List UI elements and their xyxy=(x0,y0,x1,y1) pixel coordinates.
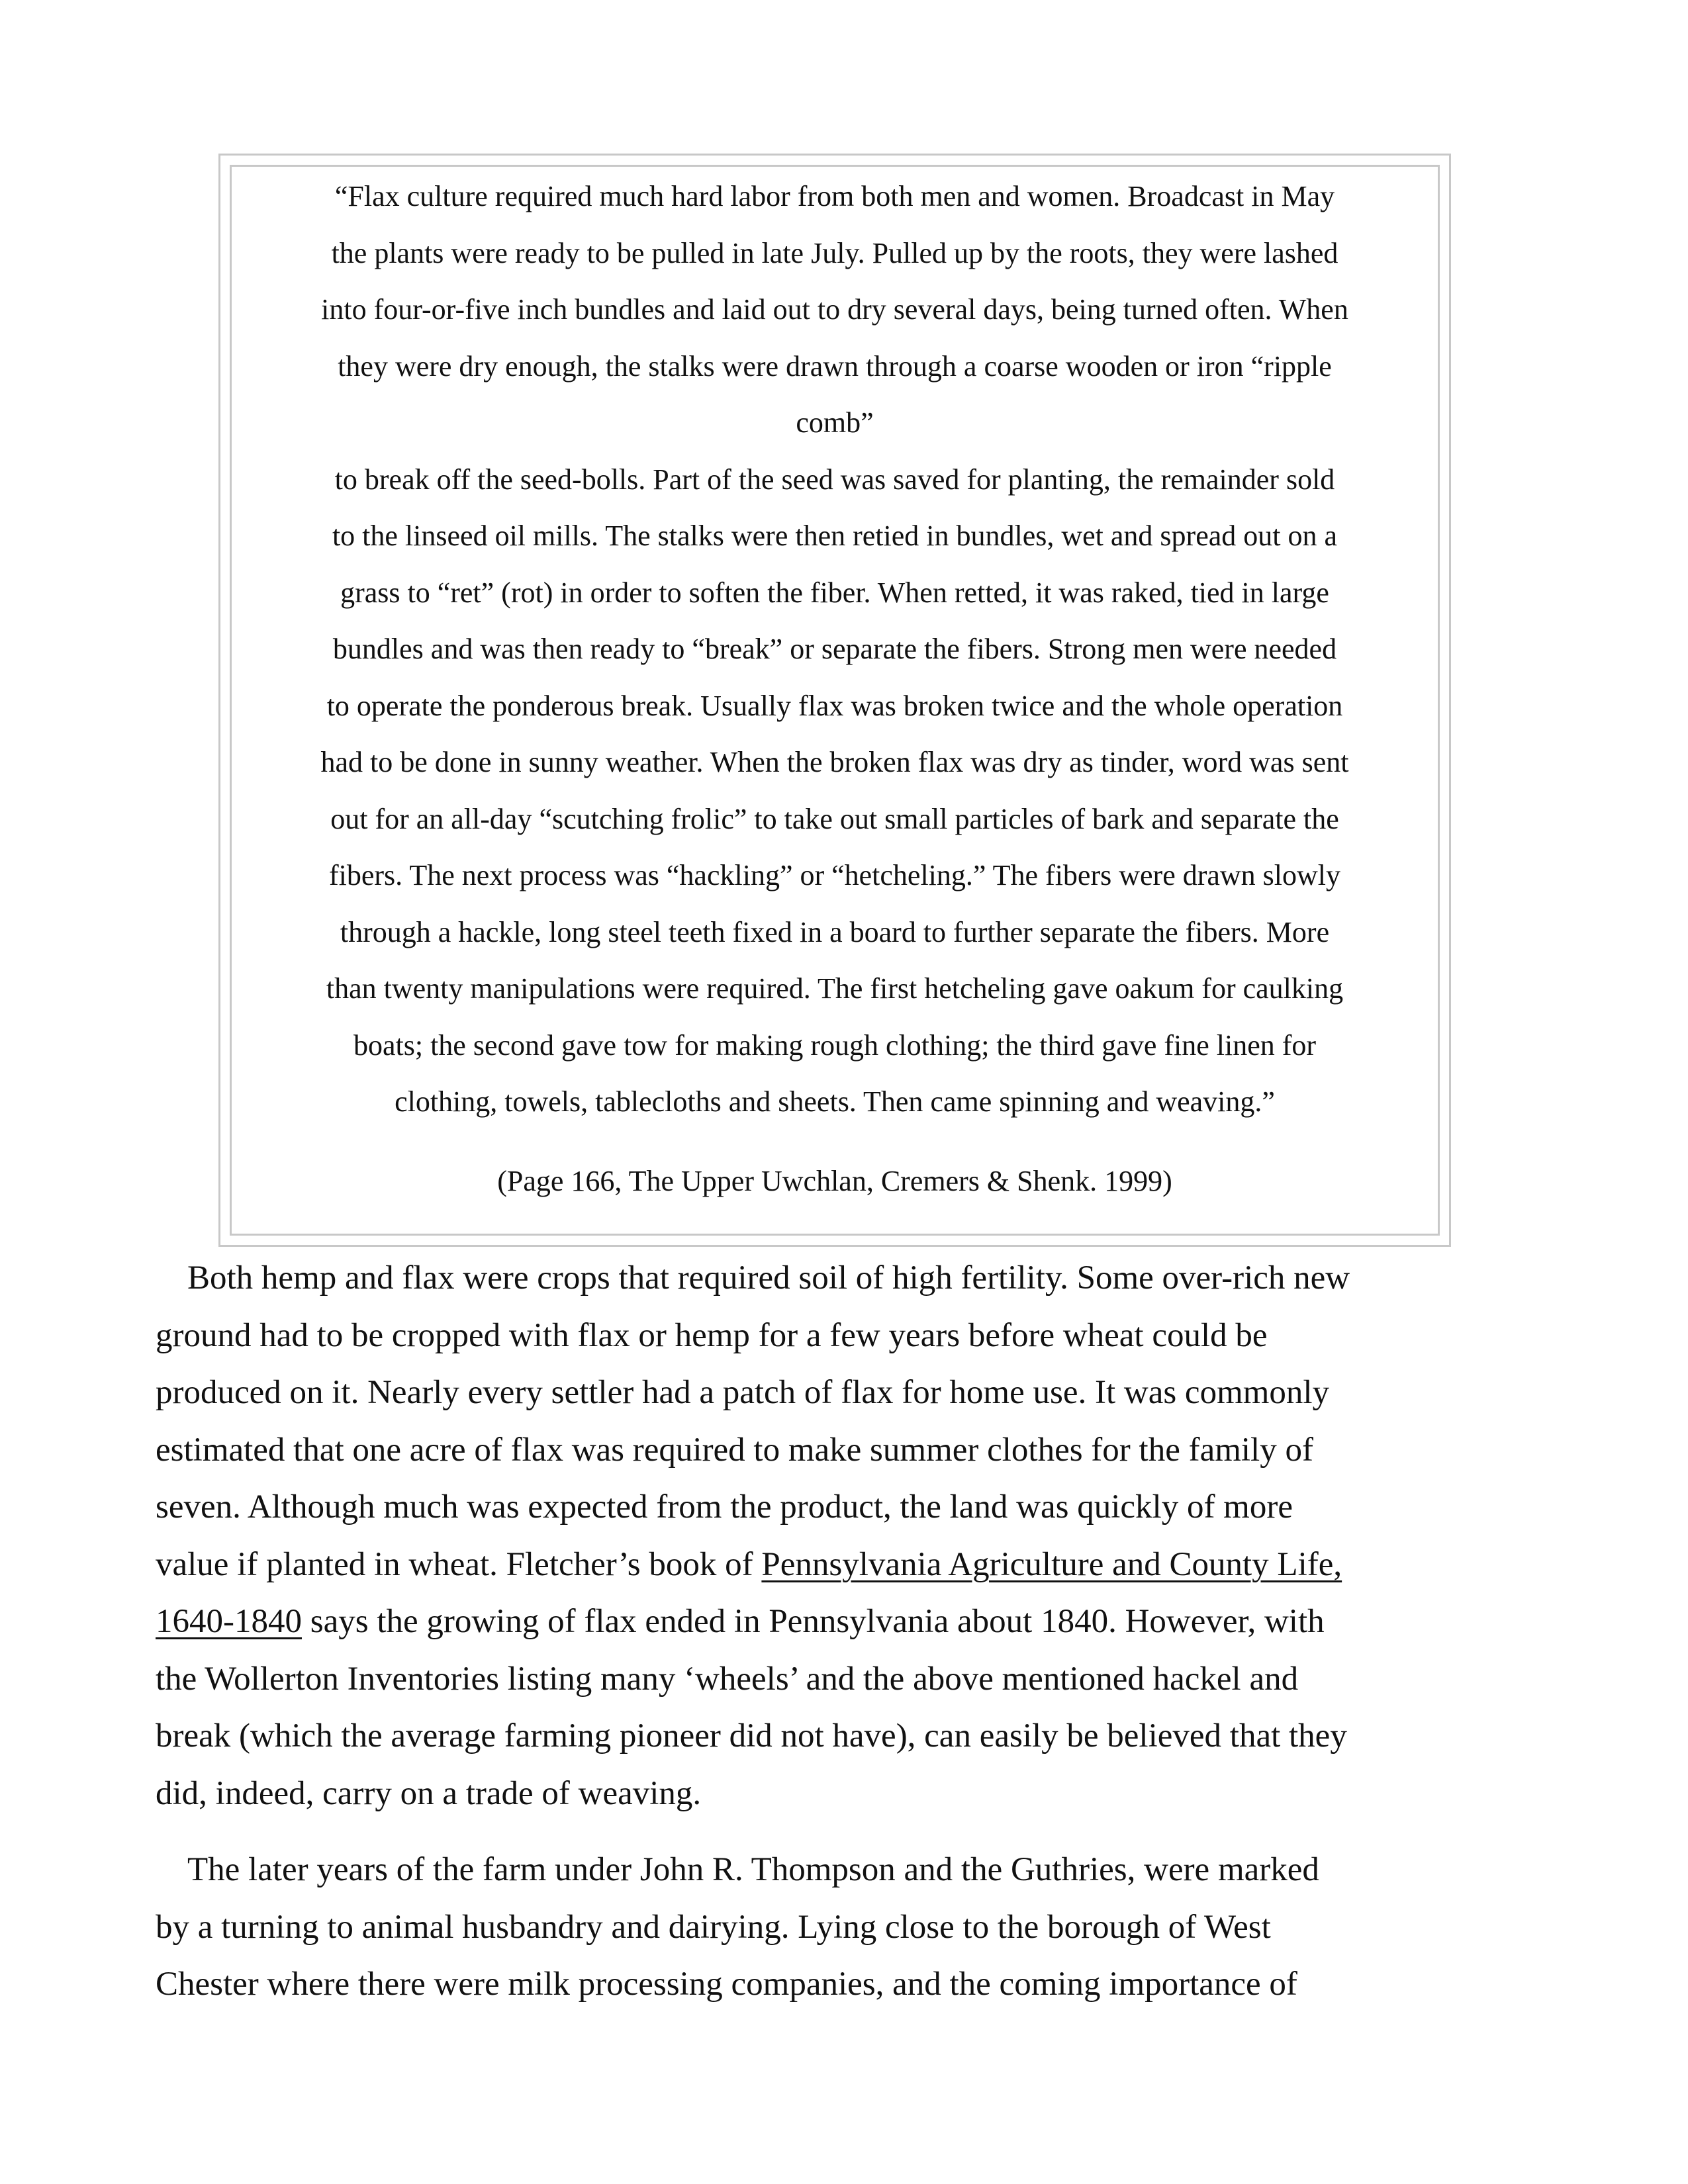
paragraph-line: Chester where there were milk processing companies, and the coming importance of xyxy=(156,1966,1297,2003)
paragraph-text: says the growing of flax ended in Pennsylvania about 1840. However, with xyxy=(301,1603,1325,1640)
paragraph-text: value if planted in wheat. Fletcher’s book of xyxy=(156,1545,762,1583)
quote-line: into four-or-five inch bundles and laid out to dry several days, being turned often. When xyxy=(321,293,1348,326)
quote-line: had to be done in sunny weather. When the broken flax was dry as tinder, word was sent xyxy=(320,746,1349,778)
book-title-years: 1640-1840 xyxy=(156,1603,302,1640)
paragraph-later-years xyxy=(156,1841,1546,2013)
quote-line: out for an all-day “scutching frolic” to take out small particles of bark and separate the xyxy=(330,802,1339,835)
paragraph-line: The later years of the farm under John R. Thompson and the Guthries, were marked xyxy=(187,1851,1319,1888)
quote-citation: (Page 166, The Upper Uwchlan, Cremers & Shenk. 1999) xyxy=(497,1165,1172,1197)
paragraph-line: the Wollerton Inventories listing many ‘wheels’ and the above mentioned hackel and xyxy=(156,1660,1299,1698)
paragraph-line xyxy=(156,1593,1546,1651)
paragraph-line: produced on it. Nearly every settler had a patch of flax for home use. It was commonly xyxy=(156,1374,1330,1411)
quote-text xyxy=(228,168,1441,1130)
paragraph-line: estimated that one acre of flax was required to make summer clothes for the family of xyxy=(156,1431,1313,1469)
paragraph-line: break (which the average farming pioneer did not have), can easily be believed that they xyxy=(156,1717,1347,1754)
paragraph-hemp-flax xyxy=(156,1250,1546,1822)
quote-line: fibers. The next process was “hackling” or “hetcheling.” The fibers were drawn slowly xyxy=(328,859,1341,891)
quote-line: clothing, towels, tablecloths and sheets. Then came spinning and weaving.” xyxy=(395,1085,1275,1118)
quote-line: comb” xyxy=(796,406,874,439)
paragraph-line: did, indeed, carry on a trade of weaving. xyxy=(156,1774,702,1812)
quote-line: to break off the seed-bolls. Part of the seed was saved for planting, the remainder sold xyxy=(334,463,1335,496)
quote-line: to the linseed oil mills. The stalks were then retied in bundles, wet and spread out on a xyxy=(332,520,1338,552)
quote-line: bundles and was then ready to “break” or separate the fibers. Strong men were needed xyxy=(332,633,1337,665)
quote-line: they were dry enough, the stalks were drawn through a coarse wooden or iron “ripple xyxy=(338,349,1332,383)
quote-line: grass to “ret” (rot) in order to soften the fiber. When retted, it was raked, tied in large xyxy=(340,576,1329,609)
paragraph-line xyxy=(156,1536,1546,1594)
quote-line: “Flax culture required much hard labor from both men and women. Broadcast in May xyxy=(334,180,1335,212)
quote-line: boats; the second gave tow for making rough clothing; the third gave fine linen for xyxy=(353,1028,1317,1062)
quote-line: the plants were ready to be pulled in late July. Pulled up by the roots, they were lashed xyxy=(331,236,1338,269)
quote-line: than twenty manipulations were required. The first hetcheling gave oakum for caulking xyxy=(326,972,1344,1005)
quote-line: to operate the ponderous break. Usually flax was broken twice and the whole operation xyxy=(326,689,1343,722)
paragraph-line: Both hemp and flax were crops that required soil of high fertility. Some over-rich new xyxy=(187,1259,1350,1297)
paragraph-line: ground had to be cropped with flax or hemp for a few years before wheat could be xyxy=(156,1316,1268,1354)
quote-line: through a hackle, long steel teeth fixed in a board to further separate the fibers. More xyxy=(340,915,1330,948)
book-title: Pennsylvania Agriculture and County Life, xyxy=(761,1545,1342,1583)
paragraph-line: by a turning to animal husbandry and dairying. Lying close to the borough of West xyxy=(156,1908,1271,1946)
paragraph-line: seven. Although much was expected from the product, the land was quickly of more xyxy=(156,1488,1293,1525)
